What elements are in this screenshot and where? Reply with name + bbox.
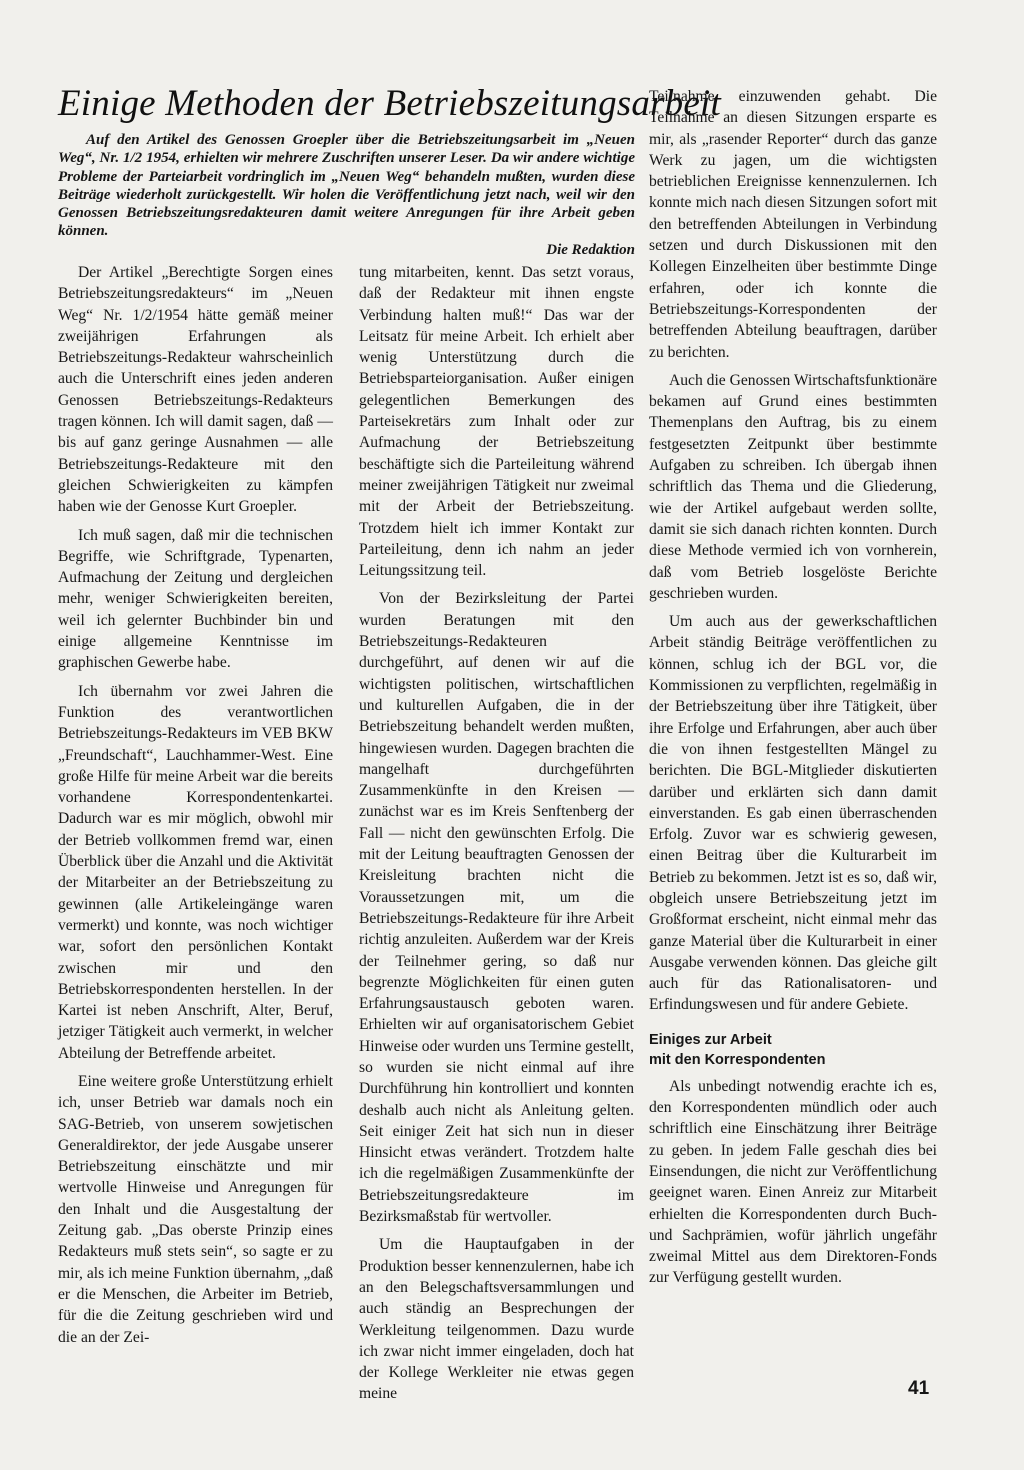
article-title: Einige Methoden der Betriebszeitungsarbeit <box>58 83 721 124</box>
editorial-intro <box>58 131 635 259</box>
paragraph: Eine weitere große Unterstützung erhielt ich, unser Betrieb war damals noch ein SAG-Betrieb, von unserem sowjetischen Generaldirektor, der jede Ausgabe unserer Betriebszeitung einschätzte und mir wertvolle Hinweise und Anregungen für den Inhalt und die Ausgestaltung der Zeitung gab. „Das oberste Prinzip eines Redakteurs muß stets sein“, so sagte er zu mir, als ich meine Funktion übernahm, „daß er die Menschen, die Arbeiter im Betrieb, für die die Zeitung geschrieben wird und die an der Zei- <box>58 1072 333 1346</box>
paragraph: Ich muß sagen, daß mir die technischen Begriffe, wie Schriftgrade, Typenarten, Aufmachung der Zeitung und dergleichen mehr, weniger Schwierigkeiten bereiten, weil ich gelernter Buchbinder bin und einige allgemeine Kenntnisse im graphischen Gewerbe habe. <box>58 526 333 672</box>
paragraph: Der Artikel „Berechtigte Sorgen eines Betriebszeitungsredakteurs“ im „Neuen Weg“ Nr. 1/2/1954 hätte gemäß meiner zweijährigen Erfahrungen als Betriebszeitungs-Redakteur wahrscheinlich auch die Unterschrift eines jeden anderen Genossen Betriebszeitungs-Redakteurs tragen können. Ich will damit sagen, daß — bis auf ganz geringe Ausnahmen — alle Betriebszeitungs-Redakteure mit den gleichen Schwierigkeiten zu kämpfen haben wie der Genosse Kurt Groepler. <box>58 264 333 516</box>
paragraph: Von der Bezirksleitung der Partei wurden Beratungen mit den Betriebszeitungs-Redakteuren durchgeführt, auf denen wir auf die wichtigsten politischen, wirtschaftlichen und kulturellen Aufgaben, die in der Betriebszeitung behandelt werden mußten, hingewiesen wurden. Dagegen brachten die mangelhaft durchgeführten Zusammenkünfte in den Kreisen — zunächst war es im Kreis Senftenberg der Fall — nicht den gewünschten Erfolg. Die mit der Leitung beauftragten Genossen der Kreisleitung brachten nicht die Voraussetzungen mit, um die Betriebszeitungs-Redakteure für ihre Arbeit richtig anzuleiten. Außerdem war der Kreis der Teilnehmer gering, so daß nur begrenzte Möglichkeiten für einen guten Erfahrungsaustausch geboten waren. Erhielten wir auf organisatorischem Gebiet Hinweise oder wurden uns Termine gestellt, so wurden sie nicht einmal auf ihre Durchführung hin kontrolliert und konnten deshalb auch nicht als Anleitung gelten. Seit einiger Zeit hat sich nun in dieser Hinsicht etwas verändert. Trotzdem halte ich die regelmäßigen Zusammenkünfte der Betriebszeitungsredakteure im Bezirksmaßstab für wertvoller. <box>359 590 634 1226</box>
paragraph: Teilnahme einzuwenden gehabt. Die Teilnahme an diesen Sitzungen ersparte es mir, als „rasender Reporter“ durch das ganze Werk zu jagen, um die wichtigsten betrieblichen Ereignisse kennenzulernen. Ich konnte mich nach diesen Sitzungen sofort mit den betreffenden Abteilungen in Verbindung setzen und durch Diskussionen mit den Kollegen Einzelheiten über bestimmte Dinge erfahren, oder ich konnte die Betriebszeitungs-Korrespondenten der betreffenden Abteilung beauftragen, darüber zu berichten. <box>649 88 937 361</box>
paragraph: Um auch aus der gewerkschaftlichen Arbeit ständig Beiträge veröffentlichen zu können, schlug ich der BGL vor, die Kommissionen zu verpflichten, regelmäßig in der Betriebszeitung über ihre Tätigkeit, über ihre Erfolge und Erfahrungen, aber auch über die von ihnen festgestellten Mängel zu berichten. Die BGL-Mitglieder diskutierten darüber und erklärten sich dann damit einverstanden. Es gab einen überraschenden Erfolg. Zuvor war es schwierig gewesen, einen Beitrag über die Kulturarbeit im Betrieb zu bekommen. Jetzt ist es so, daß wir, obgleich unsere Betriebszeitung jetzt im Großformat erscheint, nicht einmal mehr das ganze Material über die Kulturarbeit in einer Ausgabe verwenden können. Das gleiche gilt auch für das Rationalisatoren- und Erfindungswesen und für andere Gebiete. <box>649 613 937 1014</box>
subheading <box>649 1030 937 1070</box>
subheading-line: Einiges zur Arbeit <box>649 1031 772 1048</box>
paragraph: Auch die Genossen Wirtschaftsfunktionäre bekamen auf Grund eines bestimmten Themenplans den Auftrag, bis zu einem festgesetzten Zeitpunkt über bestimmte Aufgaben zu schreiben. Ich übergab ihnen schriftlich das Thema und die Gliederung, wie der Artikel aufgebaut werden sollte, damit sie sich danach richten konnten. Durch diese Methode vermied ich von vornherein, daß vom Betrieb losgelöste Berichte geschrieben wurden. <box>649 371 938 602</box>
paragraph: Ich übernahm vor zwei Jahren die Funktion des verantwortlichen Betriebszeitungs-Redakteurs im VEB BKW „Freundschaft“, Lauchhammer-West. Eine große Hilfe für meine Arbeit war die bereits vorhandene Korrespondentenkartei. Dadurch war es mir möglich, obwohl mir der Betrieb vollkommen fremd war, einen Überblick über die Anzahl und die Aktivität der Mitarbeiter an der Betriebszeitung zu gewinnen (alle Artikeleingänge waren vermerkt) und konnte, was noch wichtiger war, sofort den persönlichen Kontakt zwischen mir und den Betriebskorrespondenten herstellen. In der Kartei ist neben Anschrift, Alter, Beruf, jetziger Tätigkeit auch vermerkt, in welcher Abteilung der Betreffende arbeitet. <box>58 682 333 1062</box>
column-2 <box>359 262 634 1412</box>
column-1 <box>58 262 333 1355</box>
paragraph: Als unbedingt notwendig erachte ich es, den Korrespondenten mündlich oder auch schriftlich eine Einschätzung ihrer Beiträge zu geben. In jedem Falle geschah dies bei Einsendungen, die nicht zur Veröffentlichung geeignet waren. Einen Anreiz zur Mitarbeit erhielten die Korrespondenten durch Buch- und Sachprämien, wofür jährlich ungefähr zweimal Mittel aus dem Direktoren-Fonds zur Verfügung gestellt wurden. <box>649 1077 937 1287</box>
page-number: 41 <box>908 1378 930 1399</box>
intro-signature: Die Redaktion <box>546 241 635 258</box>
paragraph: Um die Hauptaufgaben in der Produktion besser kennenzulernen, habe ich an den Belegschaftsversammlungen und auch ständig an Besprechungen der Werkleitung teilgenommen. Dazu wurde ich zwar nicht immer eingeladen, doch hat der Kollege Werkleiter nie etwas gegen meine <box>359 1236 634 1403</box>
column-3 <box>649 86 937 1296</box>
subheading-line: mit den Korrespondenten <box>649 1051 826 1068</box>
intro-text: Auf den Artikel des Genossen Groepler über die Betriebszeitungsarbeit im „Neuen Weg“, Nr. 1/2 1954, erhielten wir mehrere Zuschriften unserer Leser. Da wir andere wichtige Probleme der Parteiarbeit vordringlich im „Neuen Weg“ behandeln mußten, wurden diese Beiträge wiederholt zurückgestellt. Wir holen die Veröffentlichung jetzt nach, weil wir den Genossen Betriebszeitungsredakteuren damit weitere Anregungen für ihre Arbeit geben können. <box>58 132 635 240</box>
paragraph: tung mitarbeiten, kennt. Das setzt voraus, daß der Redakteur mit ihnen engste Verbindung halten muß!“ Das war der Leitsatz für meine Arbeit. Ich erhielt aber wenig Unterstützung durch die Betriebsparteiorganisation. Außer einigen gelegentlichen Bemerkungen des Parteisekretärs zum Inhalt oder zur Aufmachung der Betriebszeitung beschäftigte sich die Parteileitung während meiner zweijährigen Tätigkeit nur zweimal mit der Arbeit der Betriebszeitung. Trotzdem hielt ich immer Kontakt zur Parteileitung, denn ich nahm an jeder Leitungssitzung teil. <box>359 264 634 580</box>
